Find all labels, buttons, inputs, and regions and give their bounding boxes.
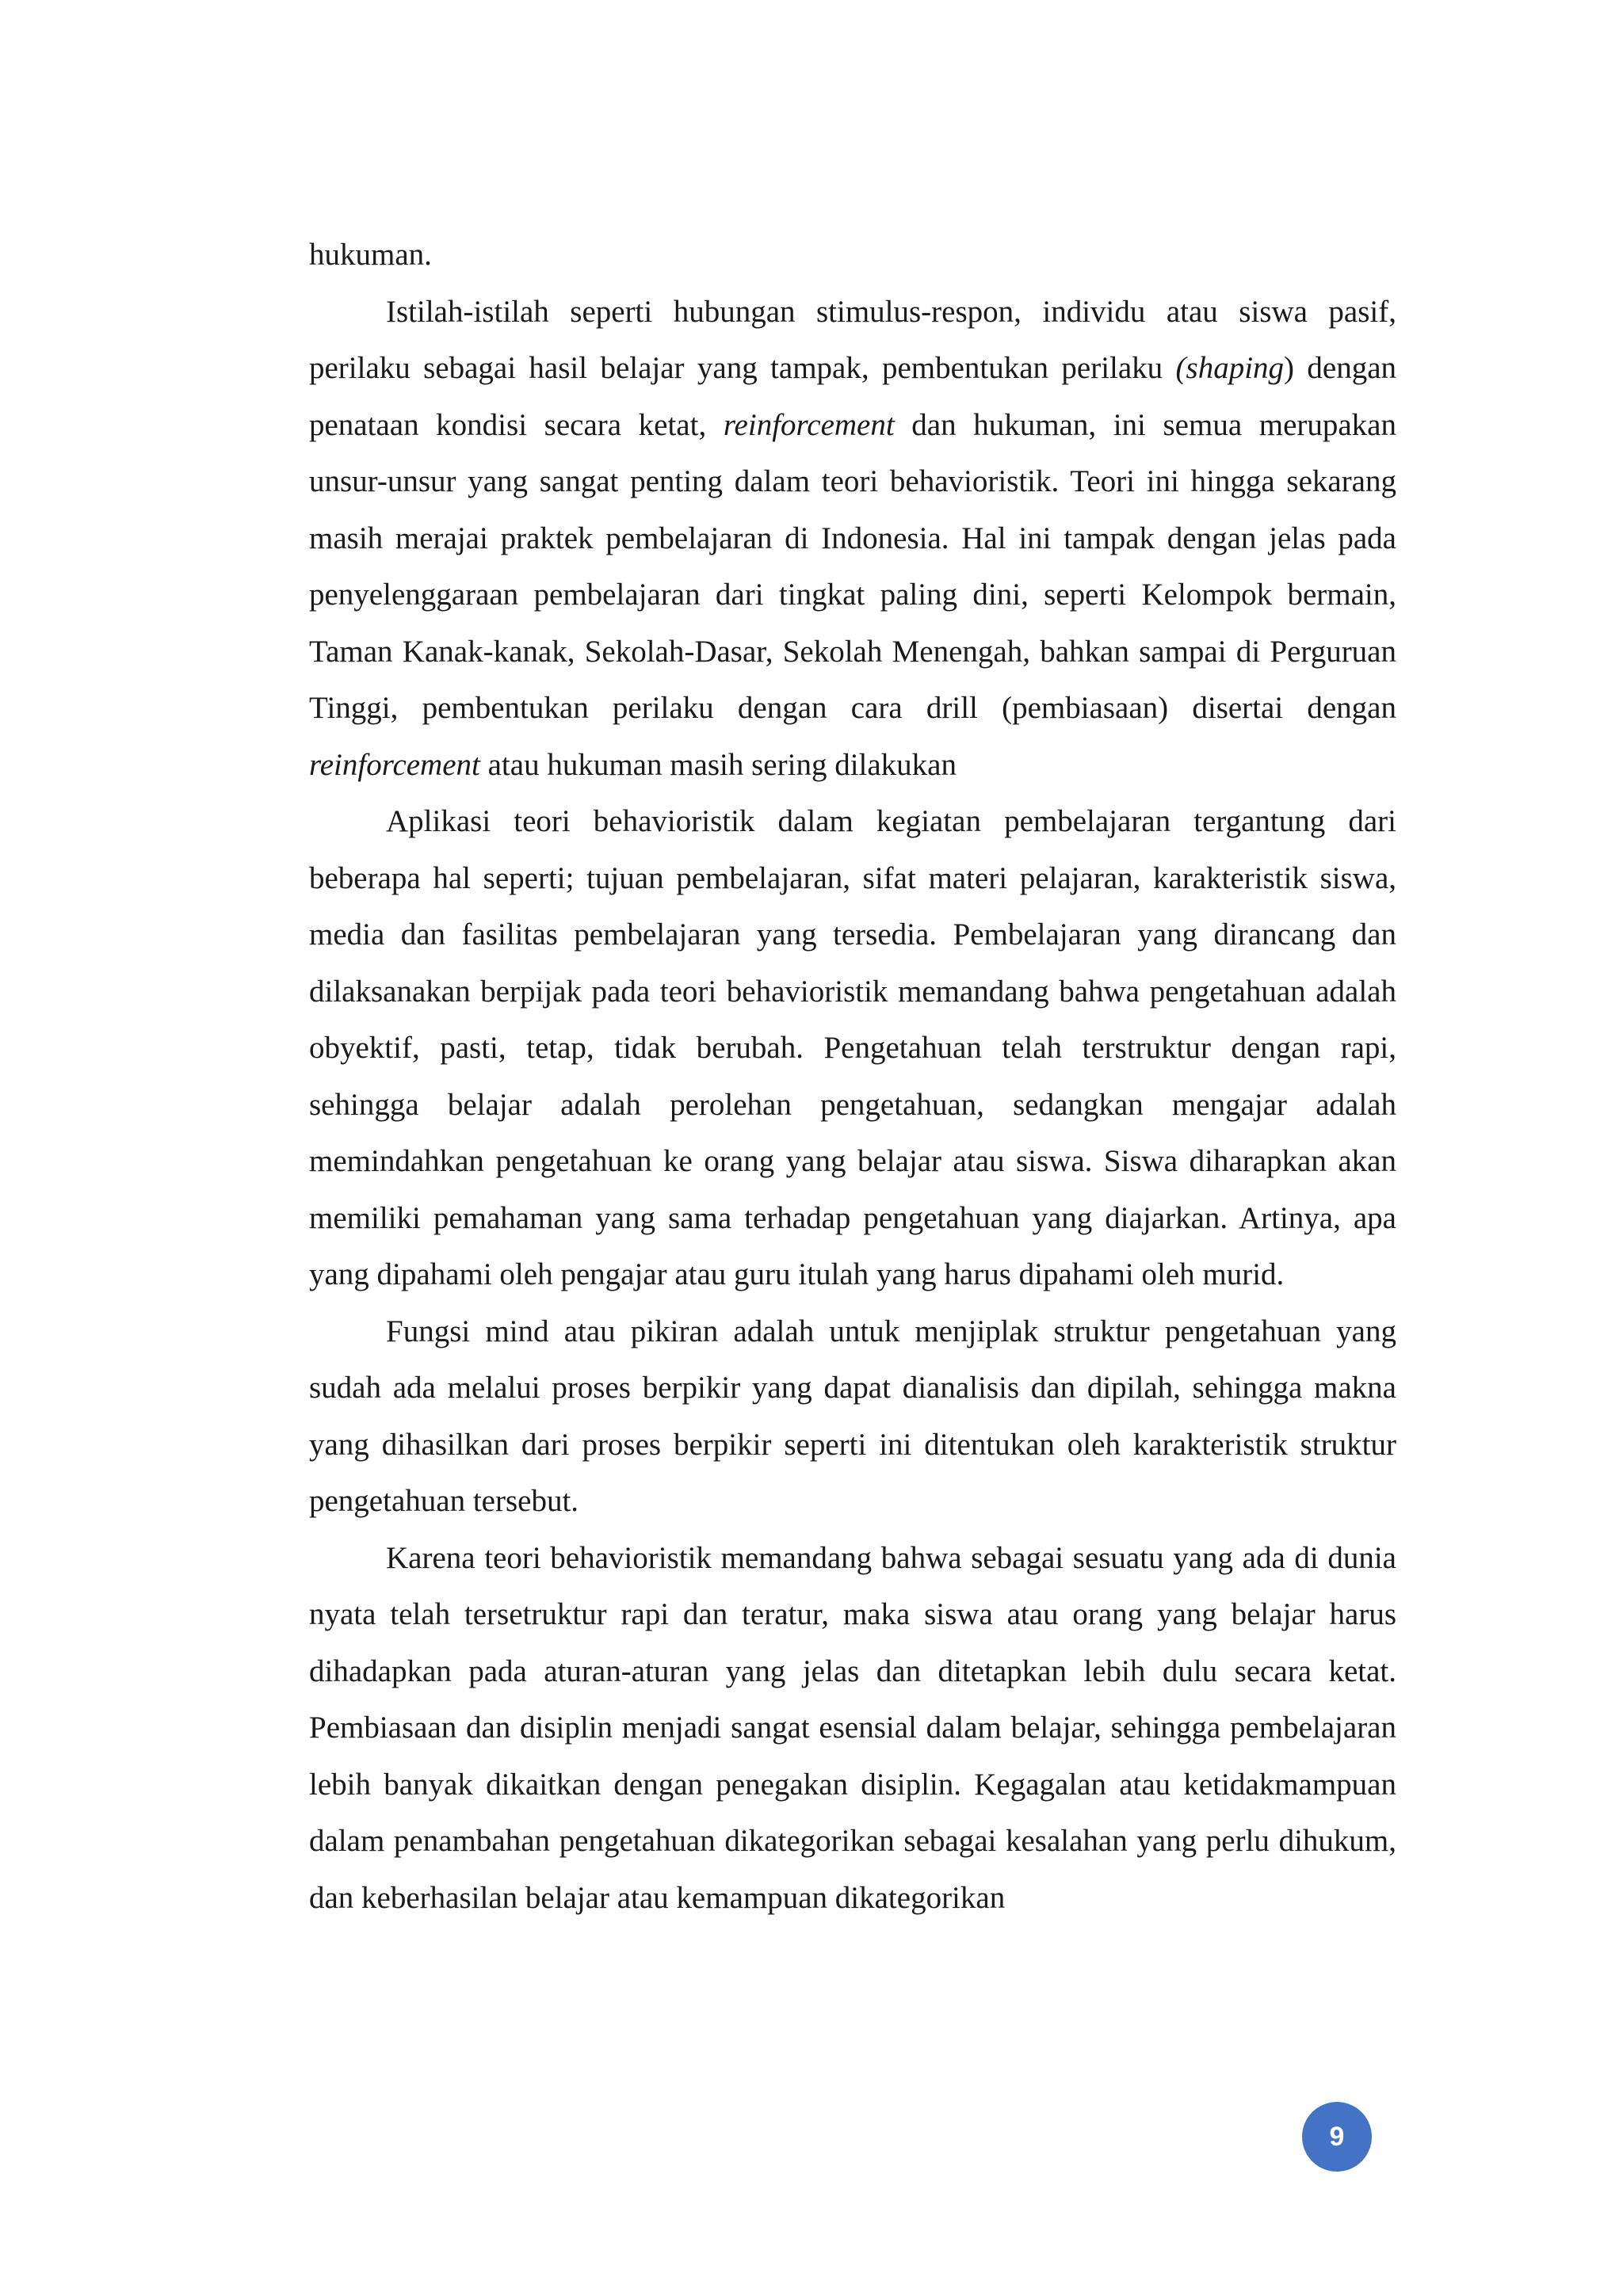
text-segment: dan hukuman, ini semua merupakan unsur-unsur yang sangat penting dalam teori behavioristik. Teori ini hingga sekarang masih merajai praktek pembelajaran di Indonesia. Hal ini tampak dengan jelas pada penyelenggaraan pembelajaran dari tingkat paling dini, seperti Kelompok bermain, Taman Kanak-kanak, Sekolah-Dasar, Sekolah Menengah, bahkan sampai di Perguruan Tinggi, pembentukan perilaku dengan cara drill (pembiasaan) disertai dengan — [309, 407, 1396, 725]
text-segment: ) dengan penataan kondisi secara ketat, — [309, 351, 1397, 442]
text-segment: Aplikasi teori behavioristik dalam kegiatan pembelajaran tergantung dari beberapa hal seperti; tujuan pembelajaran, sifat materi pelajaran, karakteristik siswa, media dan fasilitas pembelajaran yang tersedia. Pembelajaran yang dirancang dan dilaksanakan berpijak pada teori behavioristik memandang bahwa pengetahuan adalah obyektif, pasti, tetap, tidak berubah. Pengetahuan telah terstruktur dengan rapi, sehingga belajar adalah perolehan pengetahuan, sedangkan mengajar adalah memindahkan pengetahuan ke orang yang belajar atau siswa. Siswa diharapkan akan memiliki pemahaman yang sama terhadap pengetahuan yang diajarkan. Artinya, apa yang dipahami oleh pengajar atau guru itulah yang harus dipahami oleh murid. — [309, 804, 1396, 1291]
paragraph-continuation — [309, 227, 1396, 284]
text-segment: hukuman. — [309, 238, 432, 272]
text-segment: Fungsi mind atau pikiran adalah untuk menjiplak struktur pengetahuan yang sudah ada melalui proses berpikir yang dapat dianalisis dan dipilah, sehingga makna yang dihasilkan dari proses berpikir seperti ini ditentukan oleh karakteristik struktur pengetahuan tersebut. — [309, 1314, 1396, 1518]
page-number: 9 — [1329, 2121, 1345, 2152]
italic-term: reinforcement — [309, 747, 480, 782]
text-segment: Karena teori behavioristik memandang bahwa sebagai sesuatu yang ada di dunia nyata telah tersetruktur rapi dan teratur, maka siswa atau orang yang belajar harus dihadapkan pada aturan-aturan yang jelas dan ditetapkan lebih dulu secara ketat. Pembiasaan dan disiplin menjadi sangat esensial dalam belajar, sehingga pembelajaran lebih banyak dikaitkan dengan penegakan disiplin. Kegagalan atau ketidakmampuan dalam penambahan pengetahuan dikategorikan sebagai kesalahan yang perlu dihukum, dan keberhasilan belajar atau kemampuan dikategorikan — [309, 1540, 1396, 1915]
text-segment: atau hukuman masih sering dilakukan — [479, 747, 957, 782]
italic-term: reinforcement — [723, 407, 895, 442]
text-segment: Istilah-istilah seperti hubungan stimulus-respon, individu atau siswa pasif, perilaku sebagai hasil belajar yang tampak, pembentukan perilaku — [309, 294, 1396, 385]
body-text — [309, 227, 1396, 1926]
paragraph — [309, 284, 1396, 794]
paragraph — [309, 1530, 1396, 1927]
page-number-badge — [1302, 2102, 1372, 2172]
paragraph — [309, 793, 1396, 1303]
paragraph — [309, 1303, 1396, 1530]
italic-term: (shaping — [1175, 351, 1285, 385]
